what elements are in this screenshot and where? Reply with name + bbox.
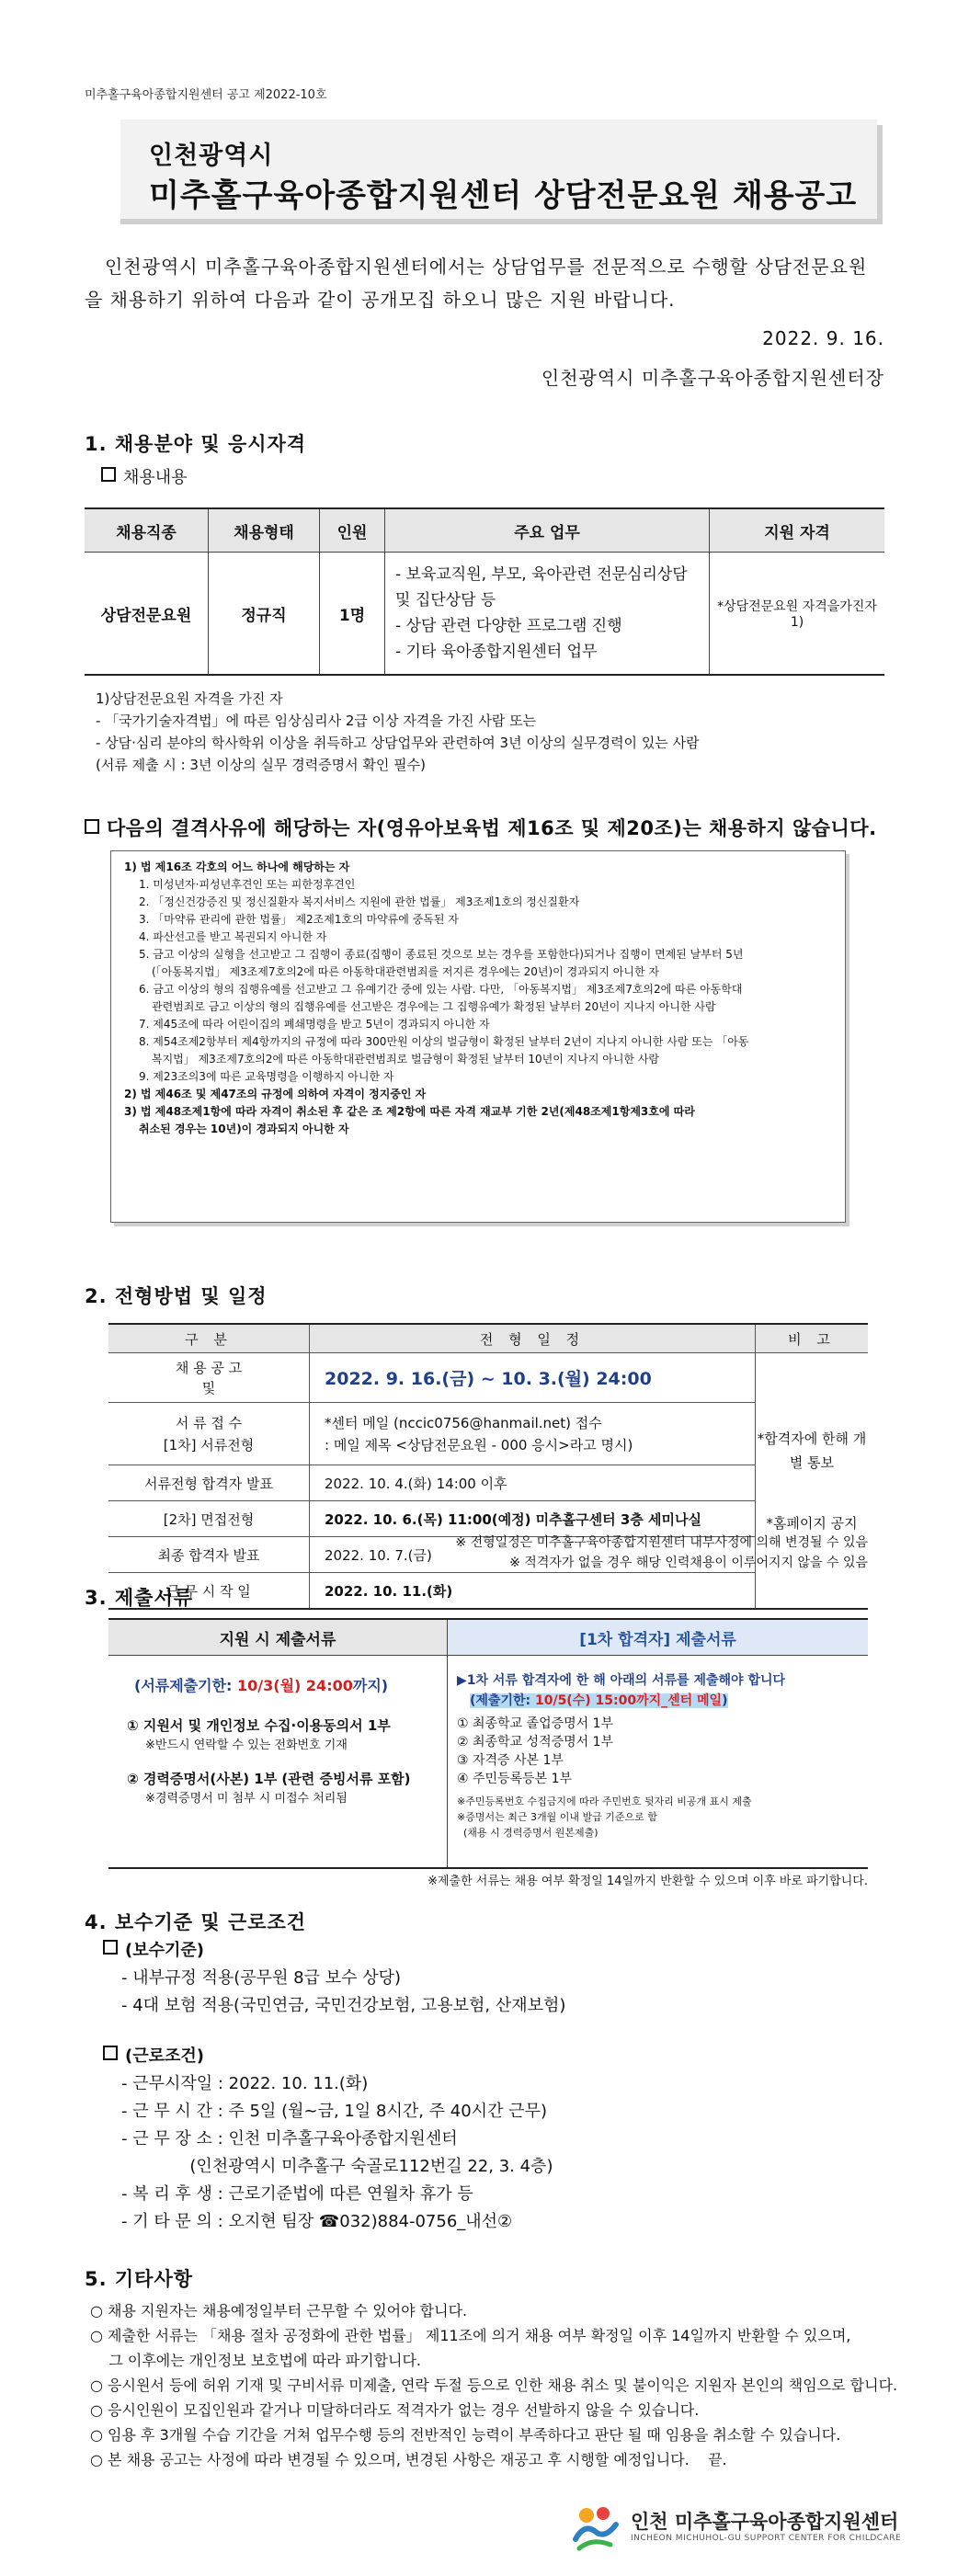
schedule-label: 채 용 공 고 및 [108,1353,310,1403]
duty-item: - 기타 육아종합지원센터 업무 [395,643,598,661]
notice-date: 2022. 9. 16. [762,327,884,349]
center-logo-subtitle: INCHEON MICHUHOL-GU SUPPORT CENTER FOR CHILDCARE [631,2534,902,2543]
header-schedule: 전 형 일 정 [310,1324,756,1353]
work-block [103,2043,553,2236]
apply-doc-note: ※경력증명서 미 첨부 시 미접수 처리됨 [145,1792,348,1806]
disqualification-item: 복지법」 제3조제7호의2에 따른 아동학대관련범죄로 벌금형이 확정된 날부터 10년이 지나지 아니한 사람 [152,1053,660,1066]
other-item: ○ 응시원서 등에 허위 기재 및 구비서류 미제출, 연락 두절 등으로 인한 채용 취소 및 불이익은 지원자 본인의 책임으로 합니다. [90,2377,898,2394]
qualification-notes [96,688,700,776]
pass-doc-note: ※주민등록번호 수집금지에 따라 주민번호 뒷자리 비공개 표시 제출 [457,1795,752,1807]
schedule-note: ※ 전형일정은 미추홀구육아종합지원센터 내부사정에 의해 변경될 수 있음 [455,1535,868,1550]
pay-item: - 내부규정 적용(공무원 8급 보수 상당) [121,1968,402,1988]
apply-deadline: (서류제출기한: 10/3(월) 24:00까지) [134,1677,389,1694]
qual-note: - 상담·심리 분야의 학사학위 이상을 취득하고 상담업무와 관련하여 3년 이상의 실무경력이 있는 사람 [96,735,700,751]
work-item: - 근무시작일 : 2022. 10. 11.(화) [121,2074,369,2093]
disqualification-item: 8. 제54조제2항부터 제4항까지의 규정에 따라 300만원 이상의 벌금형이 확정된 날부터 2년이 지나지 아니한 사람 또는 「아동 [139,1035,749,1048]
header-category: 구 분 [108,1324,310,1353]
pass-doc-note: (채용 시 경력증명서 원본제출) [457,1827,598,1839]
work-title: (근로조건) [103,2043,553,2070]
pass-docs-cell [448,1656,869,1869]
schedule-value: 2022. 10. 7.(금) [310,1537,756,1573]
checkbox-square-icon [103,2046,118,2060]
pass-doc-item: ④ 주민등록등본 1부 [457,1772,573,1786]
schedule-value: 2022. 10. 11.(화) [310,1573,756,1610]
work-item: - 근 무 장 소 : 인천 미추홀구육아종합지원센터 [121,2129,458,2149]
organization-head: 인천광역시 미추홀구육아종합지원센터장 [541,367,884,389]
schedule-label: 서 류 접 수 [1차] 서류전형 [108,1403,310,1465]
disqualification-item: 1. 미성년자·피성년후견인 또는 피한정후견인 [139,878,356,891]
disqualification-item: 9. 제23조의3에 따른 교육명령을 이행하지 아니한 자 [139,1070,394,1083]
disqualification-item: 5. 금고 이상의 실형을 선고받고 그 집행이 종료(집행이 종료된 것으로 보는 경우를 포함한다)되거나 집행이 면제된 날부터 5년 [139,948,744,961]
qual-note: (서류 제출 시 : 3년 이상의 실무 경력증명서 확인 필수) [96,757,427,773]
apply-doc-item: ② 경력증명서(사본) 1부 (관련 증빙서류 포함) [127,1771,411,1787]
pay-block [103,1937,565,2020]
disqualification-item: 관련범죄로 금고 이상의 형의 집행유예를 선고받은 경우에는 그 집행유예가 확정된 날부터 20년이 지나지 아니한 사람 [152,1000,716,1013]
disqualification-item: 4. 파산선고를 받고 복권되지 아니한 자 [139,930,327,943]
disqualification-item: 2) 법 제46조 및 제47조의 규정에 의하여 자격이 정지중인 자 [124,1088,427,1100]
pass-doc-item: ② 최종학교 성적증명서 1부 [457,1735,614,1750]
section-3-title: 3. 제출서류 [85,1587,194,1609]
remark-notify: *합격자에 한해 개별 통보 [757,1430,867,1471]
center-logo-icon [568,2502,623,2554]
cell-count: 1명 [320,553,385,676]
duty-item: - 보육교직원, 부모, 육아관련 전문심리상담 및 집단상담 등 [395,565,688,610]
other-item: ○ 응시인원이 모집인원과 같거나 미달하더라도 적격자가 없는 경우 선발하지 않을 수 있습니다. [90,2401,700,2419]
schedule-note: ※ 적격자가 없을 경우 해당 인력채용이 이루어지지 않을 수 있음 [509,1556,868,1570]
header-type: 채용형태 [209,508,320,553]
other-item: 그 이후에는 개인정보 보호법에 따라 파기합니다. [90,2352,421,2369]
pass-doc-item: ③ 자격증 사본 1부 [457,1753,564,1768]
work-item: - 복 리 후 생 : 근로기준법에 따른 연월차 휴가 등 [121,2184,473,2204]
disqualification-item: 2. 「정신건강증진 및 정신질환자 복지서비스 지원에 관한 법률」 제3조제1호의 정신질환자 [139,895,580,908]
other-item: ○ 채용 지원자는 채용예정일부터 근무할 수 있어야 합니다. [90,2302,468,2320]
documents-footnote: ※제출한 서류는 채용 여부 확정일 14일까지 반환할 수 있으며 이후 바로 파기합니다. [428,1875,868,1888]
work-item: - 근 무 시 간 : 주 5일 (월~금, 1일 8시간, 주 40시간 근무) [121,2102,547,2121]
other-item: ○ 제출한 서류는 「채용 절차 공정화에 관한 법률」 제11조에 의거 채용 여부 확정일 이후 14일까지 반환할 수 있으며, [90,2327,851,2344]
pass-doc-note: ※증명서는 최근 3개월 이내 발급 기준으로 함 [457,1811,657,1823]
header-remark: 비 고 [756,1324,869,1353]
intro-text: 인천광역시 미추홀구육아종합지원센터에서는 상담업무를 전문적으로 수행할 상담전문요원을 채용하기 위하여 다음과 같이 공개모집 하오니 많은 지원 바랍니다. [85,256,868,311]
schedule-label: 근 무 시 작 일 [108,1573,310,1610]
header-duties: 주요 업무 [385,508,710,553]
apply-docs-cell [108,1656,448,1869]
qual-note: - 「국가기술자격법」에 따른 임상심리사 2급 이상 자격을 가진 사람 또는 [96,712,537,729]
schedule-value: 2022. 9. 16.(금) ~ 10. 3.(월) 24:00 [310,1353,756,1403]
cell-qual: *상담전문요원 자격을가진자1) [710,553,885,676]
pass-deadline: (제출기한: 10/5(수) 15:00까지_센터 메일) [470,1693,728,1708]
cell-job: 상담전문요원 [85,553,209,676]
schedule-value: *센터 메일 (nccic0756@hanmail.net) 접수 : 메일 제목 <상담전문요원 - 000 응시>라고 명시) [310,1403,756,1465]
schedule-value: 2022. 10. 6.(목) 11:00(예정) 미추홀구센터 3층 세미나실 [310,1501,756,1537]
checkbox-square-icon [85,819,99,834]
schedule-label: 최종 합격자 발표 [108,1537,310,1573]
schedule-label: [2차] 면접전형 [108,1501,310,1537]
apply-doc-note: ※반드시 연락할 수 있는 전화번호 기재 [145,1738,348,1752]
pass-doc-item: ① 최종학교 졸업증명서 1부 [457,1716,614,1731]
disqualification-item: 3. 「마약류 관리에 관한 법률」 제2조제1호의 마약류에 중독된 자 [139,913,459,926]
pass-docs-intro: ▶1차 서류 합격자에 한 해 아래의 서류를 제출해야 합니다 [457,1673,786,1688]
section-2-title: 2. 전형방법 및 일정 [85,1285,268,1307]
checkbox-square-icon [101,467,116,482]
section-1-title: 1. 채용분야 및 응시자격 [85,433,307,455]
schedule-value: 2022. 10. 4.(화) 14:00 이후 [310,1465,756,1501]
center-logo-name: 인천 미추홀구육아종합지원센터 [631,2511,899,2533]
disqualification-item: 6. 금고 이상의 형의 집행유예를 선고받고 그 유예기간 중에 있는 사람. 다만, 「아동복지법」 제3조제7호의2에 따른 아동학대 [139,983,743,996]
title-city: 인천광역시 [149,142,274,170]
other-items [90,2298,899,2472]
disqualification-item: (「아동복지법」 제3조제7호의2에 따른 아동학대관련범죄를 저지른 경우에는 20년)이 경과되지 아니한 자 [152,965,659,978]
section-1-subtitle: 채용내용 [101,464,188,488]
header-qual: 지원 자격 [710,508,885,553]
checkbox-square-icon [103,1940,118,1955]
header-pass-docs: [1차 합격자] 제출서류 [448,1619,869,1656]
header-count: 인원 [320,508,385,553]
other-item: ○ 본 채용 공고는 사정에 따라 변경될 수 있으며, 변경된 사항은 재공고 후 시행할 예정입니다. 끝. [90,2451,727,2468]
cell-type: 정규직 [209,553,320,676]
header-apply-docs: 지원 시 제출서류 [108,1619,448,1656]
section-5-title: 5. 기타사항 [85,2268,194,2290]
page-title: 미추홀구육아종합지원센터 상담전문요원 채용공고 [149,177,858,214]
pay-title: (보수기준) [103,1937,565,1965]
disqualification-item: 취소된 경우는 10년)이 경과되지 아니한 자 [139,1123,349,1135]
schedule-label: 서류전형 합격자 발표 [108,1465,310,1501]
other-item: ○ 임용 후 3개월 수습 기간을 거쳐 업무수행 등의 전반적인 능력이 부족하다고 판단 될 때 임용을 취소할 수 있습니다. [90,2426,841,2444]
notice-number: 미추홀구육아종합지원센터 공고 제2022-10호 [85,88,327,102]
duty-item: - 상담 관련 다양한 프로그램 진행 [395,617,622,635]
header-job: 채용직종 [85,508,209,553]
disqualification-item: 1) 법 제16조 각호의 어느 하나에 해당하는 자 [124,861,350,873]
pay-item: - 4대 보험 적용(국민연금, 국민건강보험, 고용보험, 산재보험) [121,1996,566,2015]
section-4-title: 4. 보수기준 및 근로조건 [85,1911,307,1933]
qual-note: 1)상담전문요원 자격을 가진 자 [96,690,283,707]
work-item: (인천광역시 미추홀구 숙골로112번길 22, 3. 4층) [121,2157,553,2176]
disqualification-item: 3) 법 제48조제1항에 따라 자격이 취소된 후 같은 조 제2항에 따른 자격 재교부 기한 2년(제48조제1항제3호에 따라 [124,1105,695,1118]
disqualification-box [110,850,846,1223]
disqualification-title: 다음의 결격사유에 해당하는 자(영유아보육법 제16조 및 제20조)는 채용하지 않습니다. [85,814,877,841]
work-item: - 기 타 문 의 : 오지현 팀장 ☎032)884-0756_내선② [121,2212,513,2231]
recruit-table [85,507,884,676]
remark-homepage: *홈페이지 공지 [766,1514,858,1532]
disqualification-item: 7. 제45조에 따라 어린이집의 폐쇄명령을 받고 5년이 경과되지 아니한 자 [139,1018,490,1031]
cell-duties [385,553,710,676]
documents-table [108,1618,868,1869]
apply-doc-item: ① 지원서 및 개인정보 수집·이용동의서 1부 [127,1717,391,1734]
